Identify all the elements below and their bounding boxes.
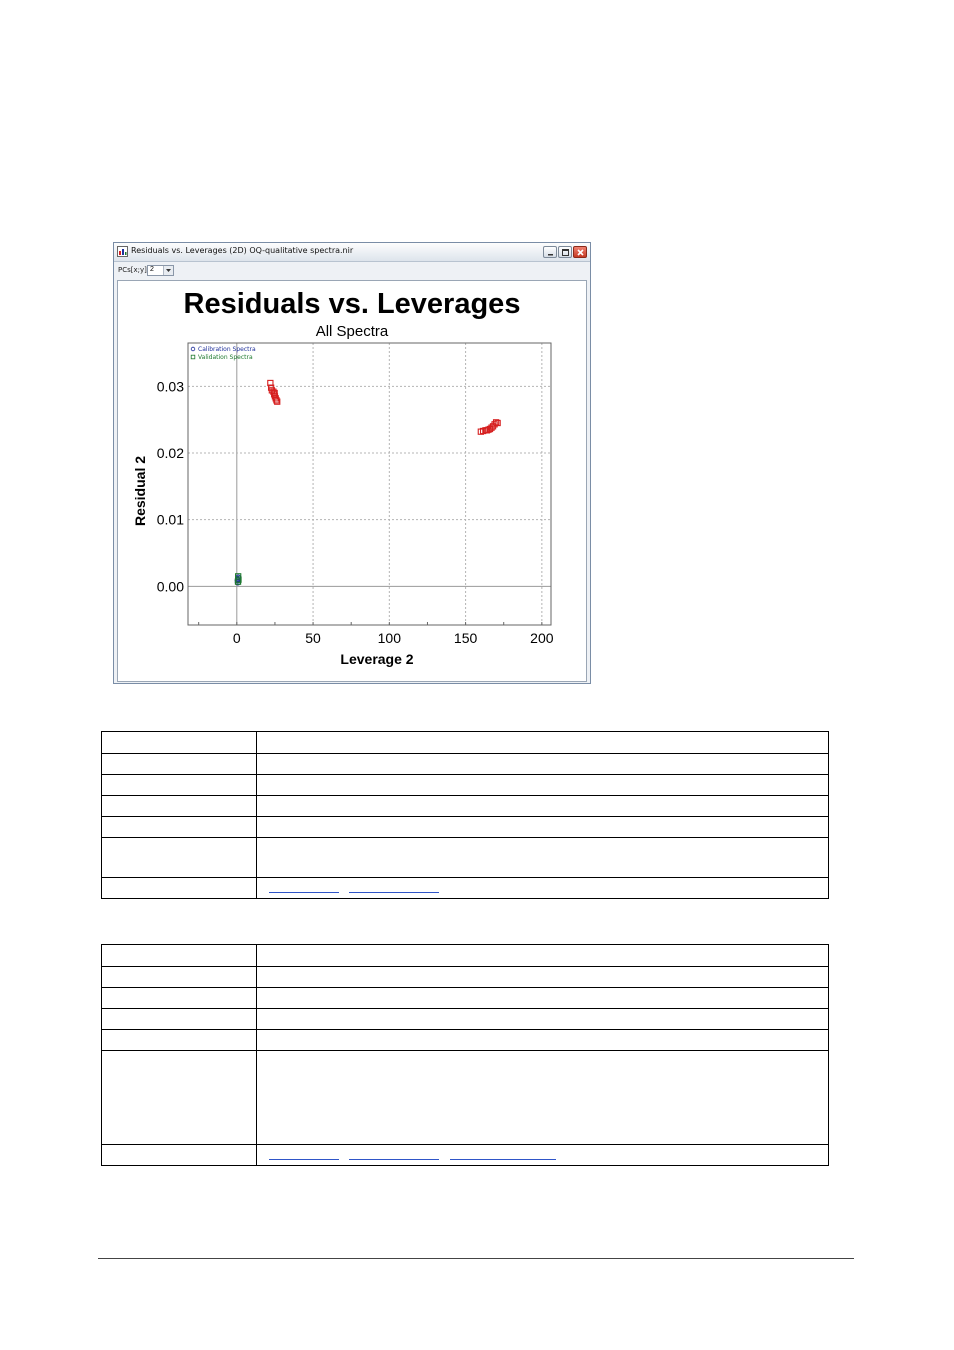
- chart-app-icon: [117, 246, 128, 257]
- plot-frame: [188, 343, 551, 625]
- table-row: [102, 838, 829, 878]
- maximize-icon: [559, 247, 573, 259]
- table-row: [102, 988, 829, 1009]
- table-cell: [102, 945, 257, 967]
- link[interactable]: [269, 1159, 339, 1160]
- property-table-2: [101, 944, 829, 1166]
- table-cell: [257, 817, 829, 838]
- table-cell: [257, 796, 829, 817]
- y-tick-label: 0.00: [156, 578, 184, 595]
- table-cell: [257, 775, 829, 796]
- table-cell: [257, 1145, 829, 1166]
- chart-subtitle: All Spectra: [315, 323, 389, 340]
- y-tick-label: 0.03: [156, 378, 184, 395]
- table-row: [102, 1009, 829, 1030]
- y-tick-label: 0.01: [156, 511, 184, 528]
- axis-ticks: [157, 378, 554, 646]
- table-cell: [102, 754, 257, 775]
- table-cell: [257, 838, 829, 878]
- table-row: [102, 775, 829, 796]
- table-row: [102, 967, 829, 988]
- pcs-value: 2: [150, 266, 154, 273]
- footer-divider: [98, 1258, 854, 1259]
- x-tick-label: 150: [453, 630, 478, 646]
- table-cell: [102, 838, 257, 878]
- window-titlebar[interactable]: [114, 243, 590, 262]
- x-tick-label: 0: [232, 630, 241, 646]
- table-cell: [102, 796, 257, 817]
- close-icon: [574, 247, 588, 259]
- link[interactable]: [450, 1159, 556, 1160]
- legend-entry: Calibration Spectra: [198, 346, 256, 353]
- x-tick-label: 100: [377, 630, 402, 646]
- maximize-button[interactable]: [558, 246, 572, 258]
- table-row: [102, 1145, 829, 1166]
- table-cell: [102, 878, 257, 899]
- legend-marker: [191, 355, 195, 359]
- table-cell: [257, 1009, 829, 1030]
- table-cell: [102, 775, 257, 796]
- table-cell: [102, 1030, 257, 1051]
- plot-window: [113, 242, 591, 684]
- legend-entry: Validation Spectra: [198, 354, 253, 361]
- table-cell: [257, 945, 829, 967]
- table-cell: [257, 1030, 829, 1051]
- pcs-dropdown[interactable]: [147, 265, 174, 276]
- link[interactable]: [269, 892, 339, 893]
- y-tick-label: 0.02: [156, 445, 184, 461]
- link[interactable]: [349, 892, 439, 893]
- table-cell: [257, 878, 829, 899]
- pcs-label: PCs[x;y]: [118, 266, 147, 274]
- x-tick-label: 200: [530, 630, 554, 646]
- table-row: [102, 878, 829, 899]
- table-cell: [102, 1051, 257, 1145]
- window-title: Residuals vs. Leverages (2D) OQ-qualitative spectra.nir: [131, 246, 354, 255]
- link[interactable]: [349, 1159, 439, 1160]
- window-toolbar: [114, 262, 590, 279]
- residuals-leverages-chart: [118, 281, 586, 681]
- minimize-button[interactable]: [543, 246, 557, 258]
- chart-title: Residuals vs. Leverages: [183, 288, 521, 320]
- table-row: [102, 796, 829, 817]
- chevron-down-icon[interactable]: [163, 266, 173, 275]
- plot-area: [117, 280, 587, 682]
- data-points: [235, 380, 500, 585]
- x-tick-label: 50: [305, 630, 321, 646]
- table-cell: [257, 988, 829, 1009]
- table-cell: [102, 988, 257, 1009]
- table-cell: [102, 732, 257, 754]
- grid: [188, 343, 551, 625]
- x-axis-label: Leverage 2: [340, 651, 414, 667]
- table-cell: [102, 817, 257, 838]
- table-row: [102, 732, 829, 754]
- minimize-icon: [544, 247, 558, 259]
- table-cell: [257, 967, 829, 988]
- table-row: [102, 945, 829, 967]
- table-row: [102, 817, 829, 838]
- table-cell: [102, 1009, 257, 1030]
- table-cell: [257, 754, 829, 775]
- table-cell: [102, 1145, 257, 1166]
- table-row: [102, 754, 829, 775]
- table-cell: [257, 732, 829, 754]
- close-button[interactable]: [573, 246, 587, 258]
- legend: [191, 346, 256, 361]
- property-table-1: [101, 731, 829, 899]
- table-row: [102, 1051, 829, 1145]
- table-row: [102, 1030, 829, 1051]
- table-cell: [257, 1051, 829, 1145]
- y-axis-label: Residual 2: [132, 455, 148, 527]
- table-cell: [102, 967, 257, 988]
- legend-marker: [191, 347, 195, 351]
